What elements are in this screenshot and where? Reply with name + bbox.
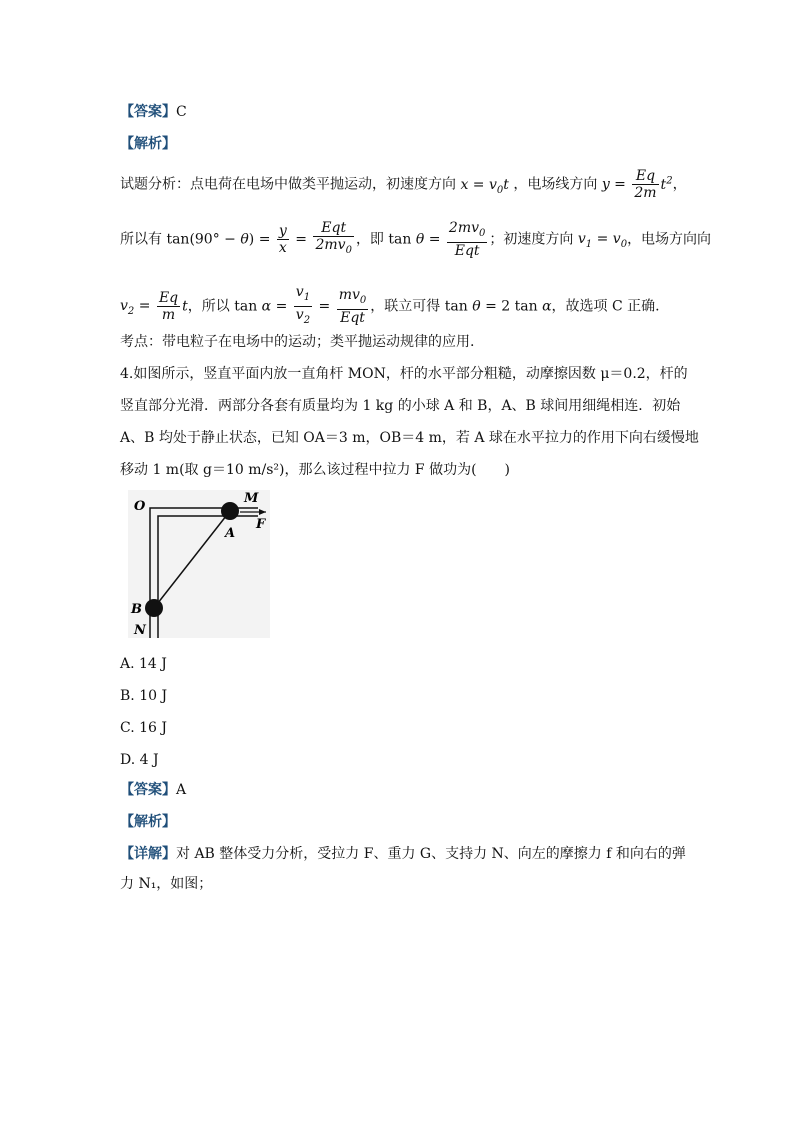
q4-stem-line-1: 4.如图所示，竖直平面内放一直角杆 MON，杆的水平部分粗糙，动摩擦因数 μ＝0.2，杆的 [120,366,688,382]
q4-stem-line-3: A、B 均处于静止状态，已知 OA＝3 m，OB＝4 m，若 A 球在水平拉力的作用下向右缓慢地 [120,430,699,446]
answer-tag: 【答案】 [120,782,176,798]
analysis-text: ，联立可得 [370,298,441,315]
detail-tag: 【详解】 [120,846,176,862]
label-n: N [134,623,146,638]
analysis-text: 试题分析：点电荷在电场中做类平抛运动，初速度方向 [120,176,456,193]
q4-analysis-tag: 【解析】 [120,814,176,830]
q3-analysis-line-3: $v_2$ = $\frac{Eq}{m}$ t，所以 tan α = $\frac{v_1}{v_2}$ = $\frac{mv_0}{\text{Eqt}}$ ，联立可得 tan θ = 2 tan α，故选项 C 正确. [120,284,660,329]
analysis-text: ，故选项 C 正确. [551,298,660,315]
option-c: C. 16 J [120,720,167,736]
analysis-text: ，电场方向向 [627,231,712,248]
label-b: B [131,602,142,617]
ball-b [145,599,163,617]
option-b: B. 10 J [120,688,168,704]
label-m: M [244,491,259,506]
analysis-text: ，电场线方向 [513,176,598,193]
q4-detail-line-1 [120,844,686,864]
formula-t2: $t^2$ [660,174,673,193]
right-angle-rod-diagram [128,490,270,638]
kaodian: 考点：带电粒子在电场中的运动；类平抛运动规律的应用. [120,334,475,350]
answer-value: C [176,104,187,120]
rope [154,511,230,608]
force-arrowhead [259,509,266,515]
ball-a [221,502,239,520]
formula-tantheta: tan θ = [388,231,441,248]
q3-analysis-line-2: 所以有 tan(90° − θ) = $\frac{y}{x}$ = $\frac{\text{Eqt}}{2mv_0}$ ，即 tan θ = $\frac{2mv_0}{\text{Eqt}}$ ；初速度方向 $v_1 = v_0$，电场方向向 [120,220,712,259]
q4-figure [128,490,270,638]
q3-answer-line [120,102,187,122]
q3-analysis-line-1: 试题分析：点电荷在电场中做类平抛运动，初速度方向 $x = v_0t$ ，电场线方向 y = $\frac{Eq}{2m}$ $t^2$， [120,168,687,201]
answer-tag: 【答案】 [120,104,176,120]
formula-v1: $v_1 = v_0$ [577,231,628,251]
q4-stem-line-2: 竖直部分光滑．两部分各套有质量均为 1 kg 的小球 A 和 B，A、B 球间用细绳相连．初始 [120,398,681,414]
label-o: O [134,499,146,514]
frac-v1-v2: $\frac{v_1}{v_2}$ [295,284,311,326]
rod-outer [150,508,258,638]
analysis-text: ，所以 [187,298,230,315]
q4-stem-line-4: 移动 1 m(取 g＝10 m/s²)，那么该过程中拉力 F 做功为( ) [120,462,511,478]
option-a: A. 14 J [120,656,167,672]
frac-2mv0-eqt: $\frac{2mv_0}{\text{Eqt}}$ [448,220,486,259]
formula-v2: $v_2$ = [120,298,151,318]
detail-text: 对 AB 整体受力分析，受拉力 F、重力 G、支持力 N、向左的摩擦力 f 和向右的弹 [176,846,686,862]
formula-y: y = [601,176,626,193]
formula-tanalpha: tan α = [234,298,288,315]
answer-value: A [176,782,187,798]
analysis-text: 所以有 [120,231,162,248]
frac-eq-m: $\frac{Eq}{m}$ [158,289,179,323]
q4-detail-line-2: 力 N₁，如图； [120,876,213,892]
label-a: A [225,526,236,541]
analysis-text: ；初速度方向 [489,231,574,248]
frac-eqt-2mv0: $\frac{\text{Eqt}}{2mv_0}$ [315,220,352,256]
label-f: F [256,517,266,532]
analysis-text: ，即 [355,231,384,248]
analysis-tag: 【解析】 [120,136,176,152]
formula-relation: tan θ = 2 tan α [444,298,552,315]
rod-inner [158,516,258,638]
q4-answer-line [120,780,186,800]
frac-mv0-eqt: $\frac{mv_0}{\text{Eqt}}$ [338,286,367,326]
option-d: D. 4 J [120,752,159,768]
formula-x: $x = v_0t$ [460,176,509,196]
frac-eq-2m: $\frac{Eq}{2m}$ [634,168,657,201]
frac-y-x: $\frac{y}{x}$ [278,222,287,256]
formula-tan90: tan(90° − θ) = [166,231,271,248]
